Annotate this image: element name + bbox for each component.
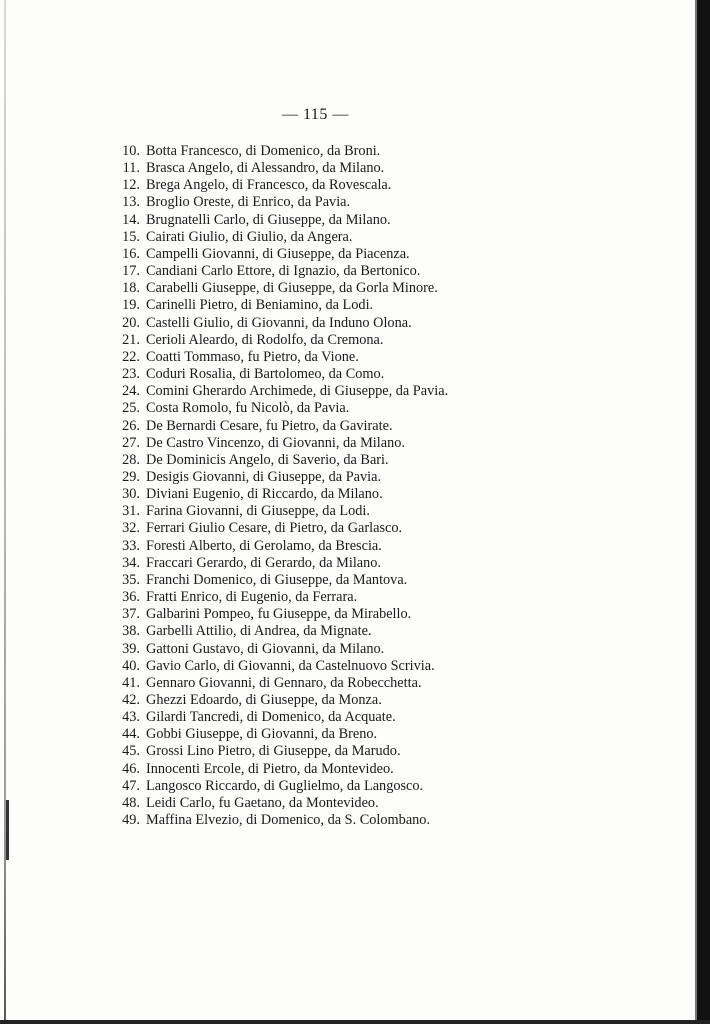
list-item [112, 177, 448, 194]
entry-number: 20. [122, 314, 140, 331]
entry-text: Maffina Elvezio, di Domenico, da S. Colombano. [146, 812, 431, 829]
entry-number: 31. [122, 503, 140, 520]
entry-text: Broglio Oreste, di Enrico, da Pavia. [146, 194, 351, 211]
entry-text: Gavio Carlo, di Giovanni, da Castelnuovo Scrivia. [146, 657, 435, 674]
entry-text: Cerioli Aleardo, di Rodolfo, da Cremona. [146, 331, 384, 348]
entry-number: 25. [122, 400, 140, 417]
entry-text: Fratti Enrico, di Eugenio, da Ferrara. [146, 589, 358, 606]
list-item [112, 503, 448, 520]
entry-number: 15. [122, 228, 140, 245]
entry-text: Coatti Tommaso, fu Pietro, da Vione. [146, 348, 359, 365]
list-item [112, 400, 448, 417]
entry-text: Innocenti Ercole, di Pietro, da Montevideo. [146, 760, 394, 777]
entry-number: 36. [122, 589, 140, 606]
binding-edge [4, 0, 6, 1024]
entry-text: Leidi Carlo, fu Gaetano, da Montevideo. [146, 794, 379, 811]
entry-number: 11. [122, 160, 140, 177]
list-item [112, 572, 448, 589]
entry-text: Brasca Angelo, di Alessandro, da Milano. [146, 160, 385, 177]
list-item [112, 332, 448, 349]
entry-text: Brugnatelli Carlo, di Giuseppe, da Milano. [146, 211, 391, 228]
entry-number: 35. [122, 571, 140, 588]
entry-number: 33. [122, 537, 140, 554]
entry-number: 10. [122, 143, 140, 159]
entry-number: 37. [122, 606, 140, 623]
list-item [112, 263, 448, 280]
list-item [112, 761, 448, 778]
page-number: — 115 — [282, 106, 349, 123]
list-item [112, 538, 448, 555]
entry-number: 43. [122, 709, 140, 726]
entry-text: Fraccari Gerardo, di Gerardo, da Milano. [146, 554, 382, 571]
entry-text: Diviani Eugenio, di Riccardo, da Milano. [146, 486, 383, 503]
entry-text: Carinelli Pietro, di Beniamino, da Lodi. [146, 297, 374, 314]
list-item [112, 606, 448, 623]
entry-number: 28. [122, 451, 140, 468]
entry-number: 40. [122, 657, 140, 674]
entry-text: Coduri Rosalia, di Bartolomeo, da Como. [146, 366, 385, 383]
list-item [112, 315, 448, 332]
entry-text: Candiani Carlo Ettore, di Ignazio, da Bertonico. [146, 263, 421, 280]
list-item [112, 280, 448, 297]
list-item [112, 692, 448, 709]
entry-text: Franchi Domenico, di Giuseppe, da Mantova. [146, 571, 408, 588]
entry-number: 49. [122, 812, 140, 829]
entry-text: Langosco Riccardo, di Guglielmo, da Langosco. [146, 777, 424, 794]
entry-text: Ghezzi Edoardo, di Giuseppe, da Monza. [146, 692, 382, 708]
entry-number: 12. [122, 177, 140, 194]
entry-text: Foresti Alberto, di Gerolamo, da Brescia. [146, 537, 382, 554]
list-item [112, 418, 448, 435]
entry-text: Grossi Lino Pietro, di Giuseppe, da Marudo. [146, 743, 401, 760]
entry-number: 45. [122, 743, 140, 760]
entry-number: 16. [122, 245, 140, 262]
entry-number: 19. [122, 297, 140, 314]
entry-number: 44. [122, 726, 140, 743]
entry-number: 29. [122, 468, 140, 485]
list-item [112, 520, 448, 537]
entry-text: Costa Romolo, fu Nicolò, da Pavia. [146, 400, 350, 417]
entry-text: Garbelli Attilio, di Andrea, da Mignate. [146, 623, 372, 640]
list-item [112, 743, 448, 760]
entry-text: Castelli Giulio, di Giovanni, da Induno Olona. [146, 314, 412, 331]
list-item [112, 726, 448, 743]
entry-number: 18. [122, 280, 140, 297]
entry-number: 41. [122, 674, 140, 691]
entry-text: Ferrari Giulio Cesare, di Pietro, da Garlasco. [146, 520, 403, 537]
scan-edge-right [697, 0, 710, 1024]
list-item [112, 452, 448, 469]
entry-number: 34. [122, 554, 140, 571]
entry-text: De Bernardi Cesare, fu Pietro, da Gavirate. [146, 417, 393, 434]
entry-text: Carabelli Giuseppe, di Giuseppe, da Gorla Minore. [146, 280, 438, 297]
entry-number: 48. [122, 794, 140, 811]
entry-text: Cairati Giulio, di Giulio, da Angera. [146, 228, 353, 245]
entry-text: Gattoni Gustavo, di Giovanni, da Milano. [146, 640, 385, 657]
entry-text: Gobbi Giuseppe, di Giovanni, da Breno. [146, 726, 378, 743]
list-item [112, 160, 448, 177]
entry-number: 30. [122, 486, 140, 503]
entry-number: 27. [122, 434, 140, 451]
list-item [112, 246, 448, 263]
list-item [112, 709, 448, 726]
entry-number: 22. [122, 348, 140, 365]
entry-text: Botta Francesco, di Domenico, da Broni. [146, 143, 381, 159]
list-item [112, 486, 448, 503]
entry-number: 21. [122, 331, 140, 348]
entry-number: 13. [122, 194, 140, 211]
entry-number: 39. [122, 640, 140, 657]
list-item [112, 366, 448, 383]
entry-number: 47. [122, 777, 140, 794]
list-item [112, 212, 448, 229]
name-list [112, 143, 448, 829]
entry-text: Comini Gherardo Archimede, di Giuseppe, da Pavia. [146, 383, 449, 400]
entry-number: 23. [122, 366, 140, 383]
list-item [112, 641, 448, 658]
entry-text: Gennaro Giovanni, di Gennaro, da Robecchetta. [146, 674, 422, 691]
entry-text: Gilardi Tancredi, di Domenico, da Acquate. [146, 709, 396, 726]
scan-edge-bottom [0, 1020, 710, 1024]
entry-text: De Dominicis Angelo, di Saverio, da Bari. [146, 451, 389, 468]
list-item [112, 778, 448, 795]
entry-number: 46. [122, 760, 140, 777]
entry-text: Galbarini Pompeo, fu Giuseppe, da Mirabello. [146, 606, 412, 623]
list-item [112, 589, 448, 606]
entry-text: Desigis Giovanni, di Giuseppe, da Pavia. [146, 468, 382, 485]
list-item [112, 812, 448, 829]
list-item [112, 555, 448, 572]
list-item [112, 469, 448, 486]
entry-text: De Castro Vincenzo, di Giovanni, da Milano. [146, 434, 405, 451]
list-item [112, 143, 448, 160]
binding-mark [6, 800, 9, 860]
list-item [112, 297, 448, 314]
entry-number: 38. [122, 623, 140, 640]
entry-number: 24. [122, 383, 140, 400]
list-item [112, 623, 448, 640]
entry-number: 14. [122, 211, 140, 228]
entry-text: Brega Angelo, di Francesco, da Rovescala. [146, 177, 392, 194]
list-item [112, 349, 448, 366]
list-item [112, 229, 448, 246]
entry-number: 26. [122, 417, 140, 434]
list-item [112, 658, 448, 675]
list-item [112, 194, 448, 211]
entry-text: Farina Giovanni, di Giuseppe, da Lodi. [146, 503, 370, 520]
list-item [112, 795, 448, 812]
entry-number: 42. [122, 692, 140, 708]
entry-number: 32. [122, 520, 140, 537]
list-item [112, 383, 448, 400]
entry-text: Campelli Giovanni, di Giuseppe, da Piacenza. [146, 245, 410, 262]
entry-number: 17. [122, 263, 140, 280]
list-item [112, 675, 448, 692]
list-item [112, 435, 448, 452]
